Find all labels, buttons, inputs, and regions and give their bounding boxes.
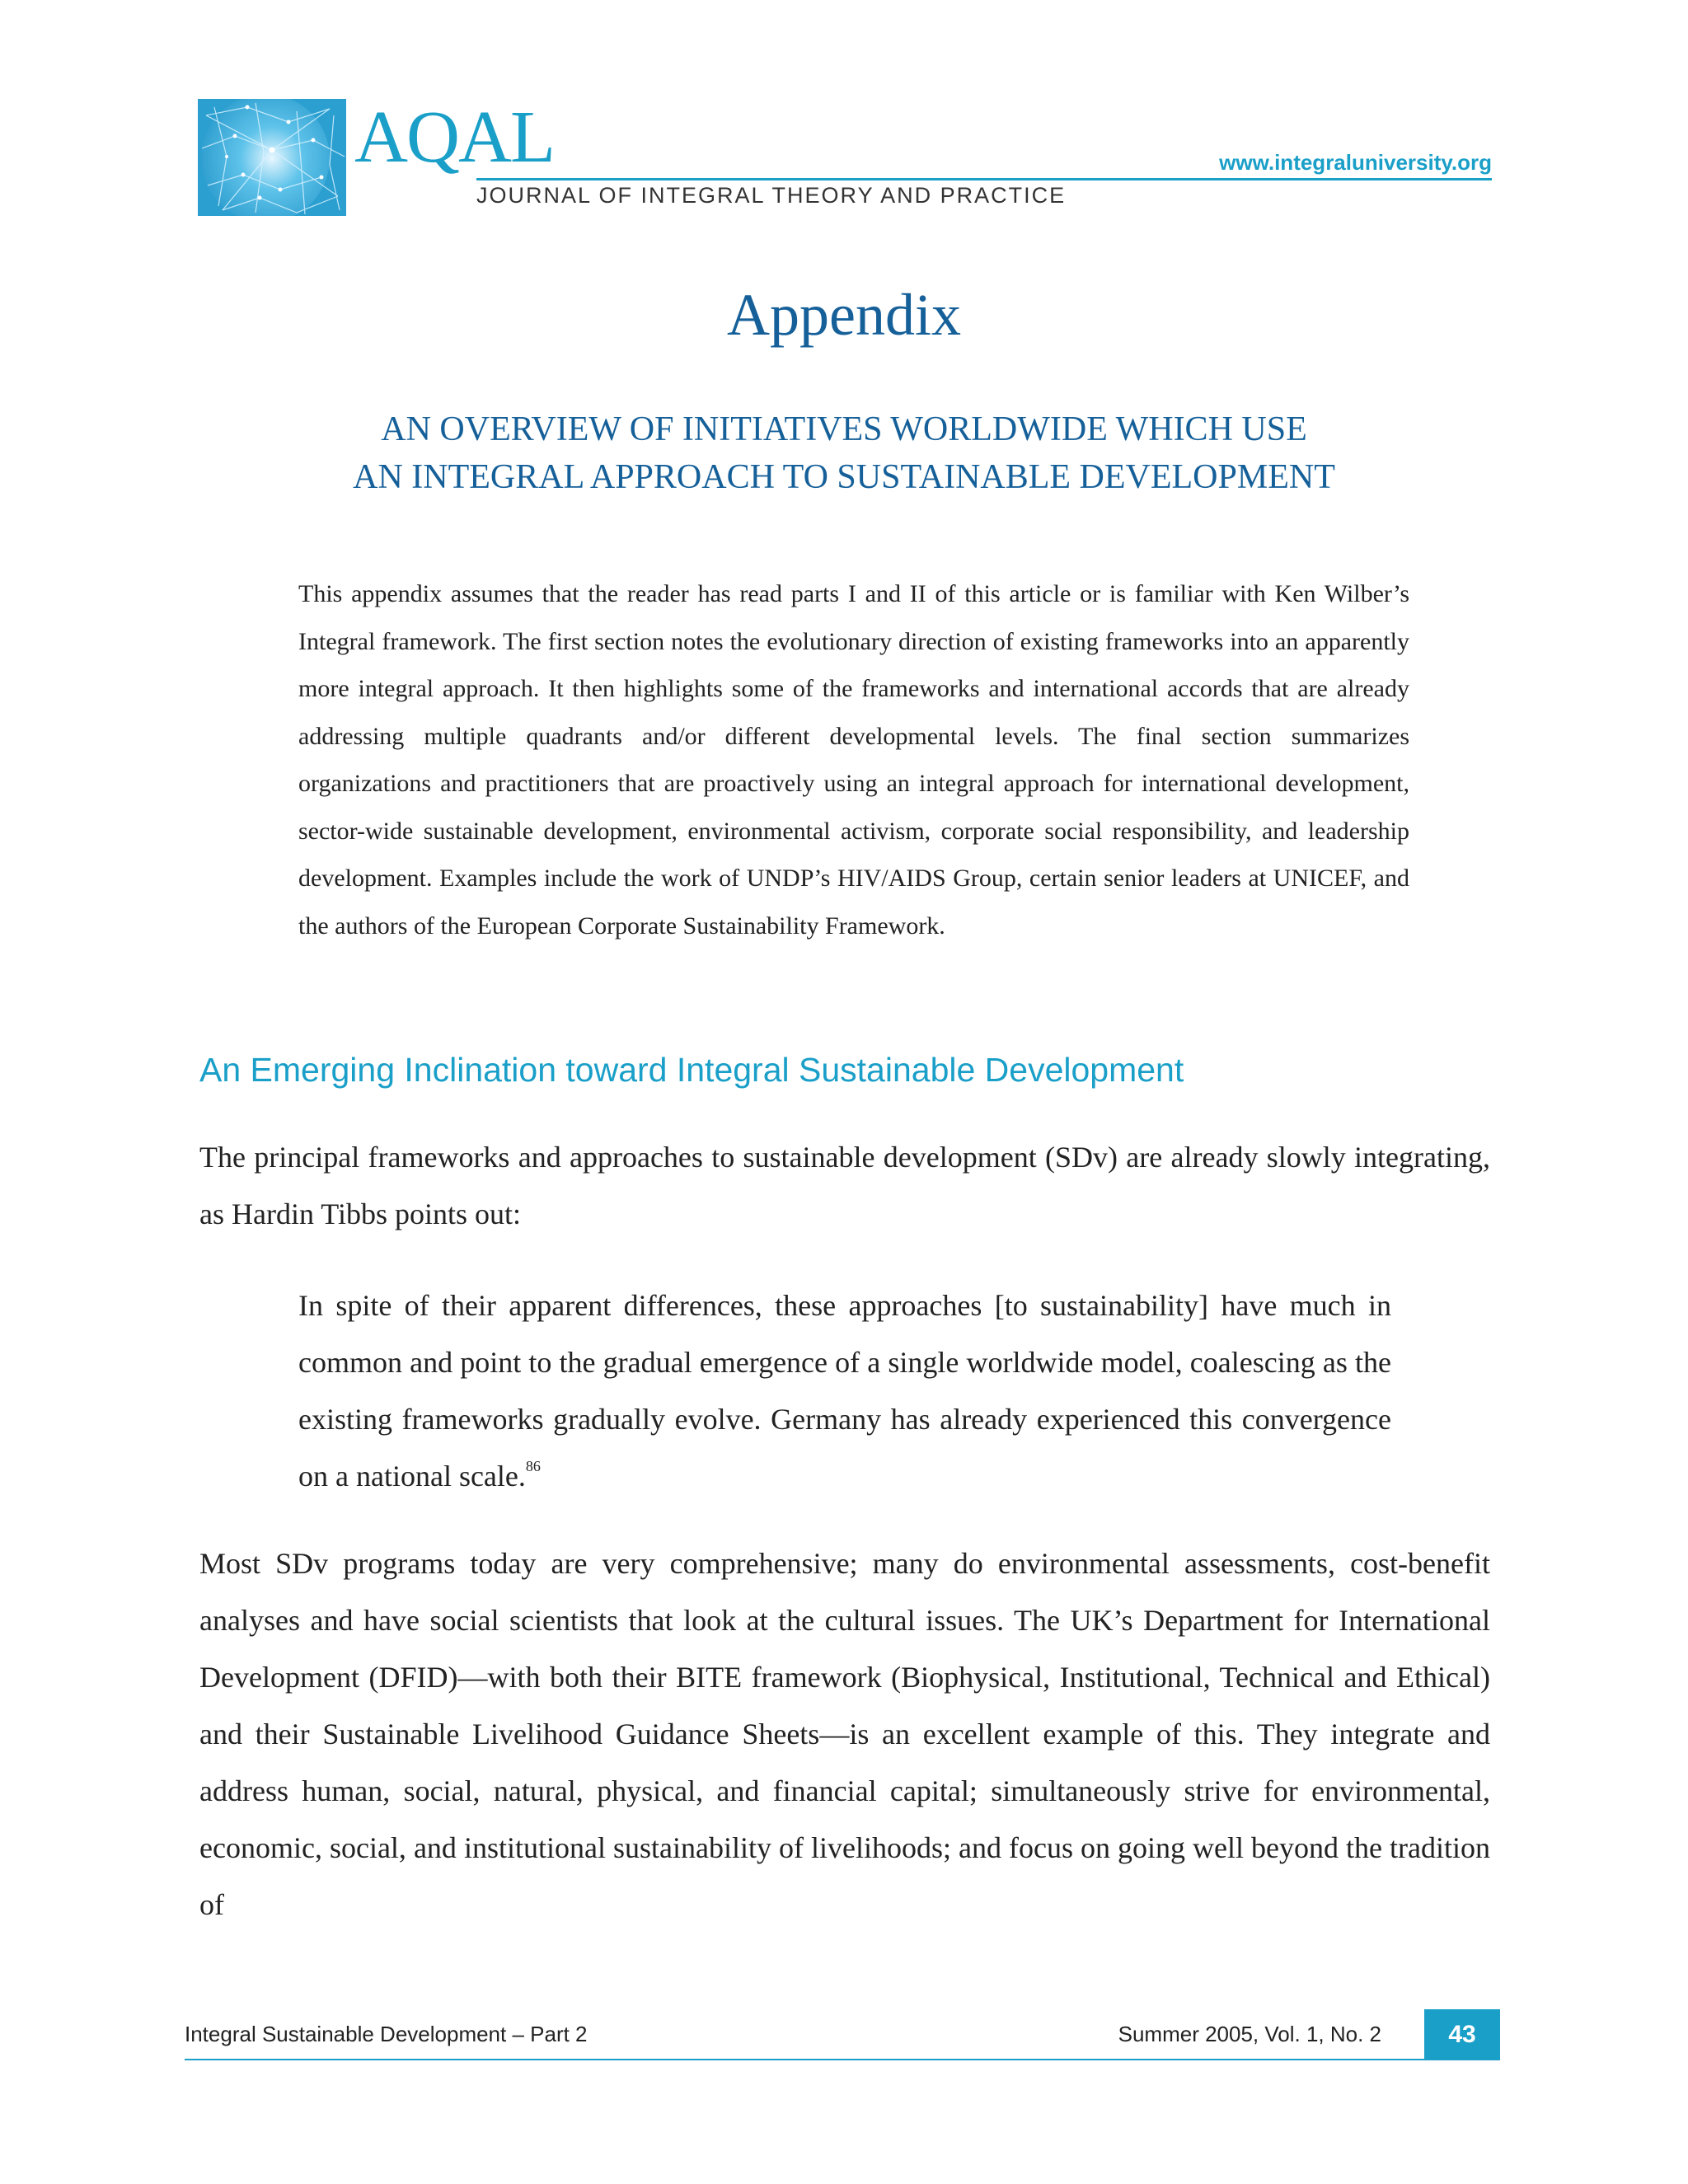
subtitle-line: AN OVERVIEW OF INITIATIVES WORLDWIDE WHICH USE — [381, 410, 1307, 448]
journal-logo-title: AQAL — [354, 96, 554, 178]
header-rule — [476, 178, 1492, 180]
page-subtitle — [0, 405, 1688, 501]
body-paragraph-1: The principal frameworks and approaches to sustainable development (SDv) are already slowly integrating, as Hardin Tibbs points out: — [199, 1141, 1490, 1230]
header-url-link[interactable]: www.integraluniversity.org — [1219, 150, 1492, 175]
footer-rule — [185, 2059, 1500, 2060]
section-heading: An Emerging Inclination toward Integral Sustainable Development — [199, 1051, 1184, 1089]
body-paragraph-2: Most SDv programs today are very comprehensive; many do environmental assessments, cost-benefit analyses and have social scientists that look at the cultural issues. The UK’s Department for International Development (DFID)—with both their BITE framework (Biophysical, Institutional, Technical and Ethical) and their Sustainable Livelihood Guidance Sheets—is an excellent example of this. They integrate and address human, social, natural, physical, and financial capital; simultaneously strive for environmental, economic, social, and institutional sustainability of livelihoods; and focus on going well beyond the tradition of — [199, 1547, 1490, 1921]
quote-text: In spite of their apparent differences, these approaches [to sustainability] have much in common and point to the gradual emergence of a single worldwide model, coalescing as the existing frameworks gradually evolve. Germany has already experienced this convergence on a national scale. — [298, 1289, 1391, 1493]
page-number: 43 — [1424, 2009, 1500, 2060]
block-quote — [298, 1277, 1391, 1505]
footer-running-title: Integral Sustainable Development – Part 2 — [185, 2022, 588, 2046]
globe-network-icon — [198, 99, 346, 216]
page-title: Appendix — [727, 282, 961, 348]
subtitle-line: AN INTEGRAL APPROACH TO SUSTAINABLE DEVELOPMENT — [353, 458, 1335, 496]
journal-header — [198, 96, 1492, 218]
abstract-paragraph: This appendix assumes that the reader has read parts I and II of this article or is familiar with Ken Wilber’s Integral framework. The first section notes the evolutionary direction of existing frameworks into an apparently more integral approach. It then highlights some of the frameworks and international accords that are already addressing multiple quadrants and/or different developmental levels. The final section summarizes organizations and practitioners that are proactively using an integral approach for international development, sector-wide sustainable development, environmental activism, corporate social responsibility, and leadership development. Examples include the work of UNDP’s HIV/AIDS Group, certain senior leaders at UNICEF, and the authors of the European Corporate Sustainability Framework. — [298, 580, 1409, 940]
footnote-marker[interactable]: 86 — [525, 1458, 541, 1474]
journal-logo-subtitle: JOURNAL OF INTEGRAL THEORY AND PRACTICE — [476, 183, 1067, 208]
footer-issue-info: Summer 2005, Vol. 1, No. 2 — [1118, 2022, 1381, 2046]
